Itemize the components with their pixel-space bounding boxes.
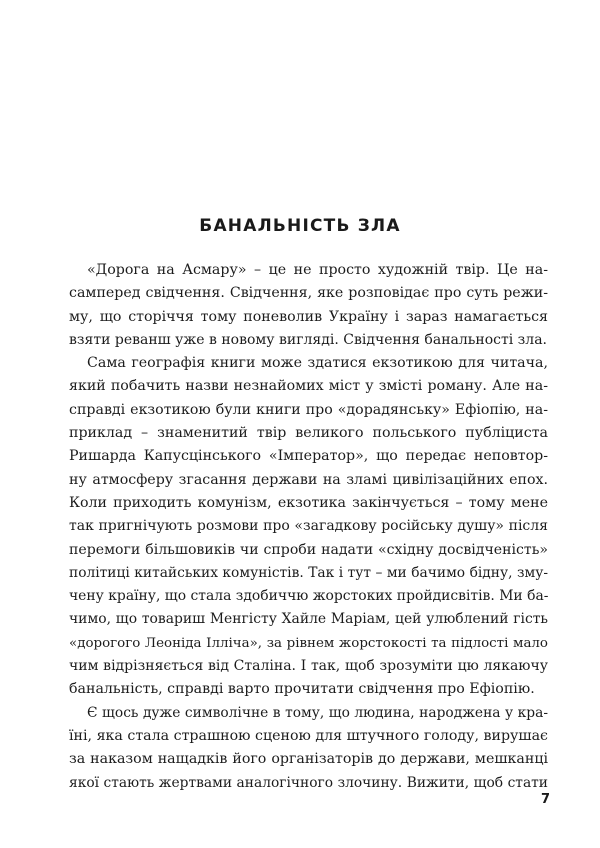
paragraph-2-line-11: чену країну, що стала здобиччю жорстоких пройдисвітів. Ми ба- <box>69 588 549 605</box>
paragraph-2-line-13: «дорогого Леоніда Ілліча», за рівнем жорстокості та підлості мало <box>69 635 548 651</box>
chapter-body <box>69 259 548 795</box>
paragraph-2-line-7: Коли приходить комунізм, екзотика закінчується – тому мене <box>69 494 548 511</box>
chapter-title: БАНАЛЬНІСТЬ ЗЛА <box>199 216 401 236</box>
paragraph-2-line-10: політиці китайських комуністів. Так і тут – ми бачимо бідну, зму- <box>69 564 548 581</box>
paragraph-2-line-5: Ришарда Капусцінського «Імператор», що передає неповтор- <box>69 448 548 465</box>
paragraph-2-line-12: чимо, що товариш Менгісту Хайле Маріам, цей улюблений гість <box>69 611 548 628</box>
paragraph-3-line-1: Є щось дуже символічне в тому, що людина, народжена у кра- <box>87 704 548 721</box>
paragraph-2-line-9: перемоги більшовиків чи спроби надати «східну досвідченість» <box>69 541 548 558</box>
paragraph-2-line-6: ну атмосферу згасання держави на зламі цивілізаційних епох. <box>69 471 548 488</box>
paragraph-3-line-4: якої стають жертвами аналогічного злочину. Вижити, щоб стати <box>69 774 548 791</box>
paragraph-2-line-3: справді екзотикою були книги про «дорадянську» Ефіопію, на- <box>69 401 548 418</box>
paragraph-2-line-8: так пригнічують розмови про «загадкову російську душу» після <box>69 518 548 535</box>
paragraph-2-line-15: банальність, справді варто прочитати свідчення про Ефіопію. <box>69 681 535 698</box>
paragraph-1-line-3: му, що сторіччя тому поневолив Україну і зараз намагається <box>69 308 548 325</box>
paragraph-2-line-14: чим відрізняється від Сталіна. І так, щоб зрозуміти цю лякаючу <box>69 658 548 675</box>
paragraph-1-line-4: взяти реванш уже в новому вигляді. Свідчення банальності зла. <box>69 331 547 348</box>
paragraph-2-line-2: який побачить назви незнайомих міст у змісті роману. Але на- <box>69 378 548 395</box>
paragraph-3-line-2: їні, яка стала страшною сценою для штучного голоду, вирушає <box>69 727 548 744</box>
page-number: 7 <box>540 792 550 807</box>
paragraph-1-line-1: «Дорога на Асмару» – це не просто художній твір. Це на- <box>87 262 548 278</box>
paragraph-2-line-1: Сама географія книги може здатися екзотикою для читача, <box>87 355 548 372</box>
paragraph-2-line-4: приклад – знаменитий твір великого польського публіциста <box>69 425 548 442</box>
paragraph-1-line-2: самперед свідчення. Свідчення, яке розповідає про суть режи- <box>69 285 548 302</box>
paragraph-3-line-3: за наказом нащадків його організаторів до держави, мешканці <box>69 751 548 768</box>
